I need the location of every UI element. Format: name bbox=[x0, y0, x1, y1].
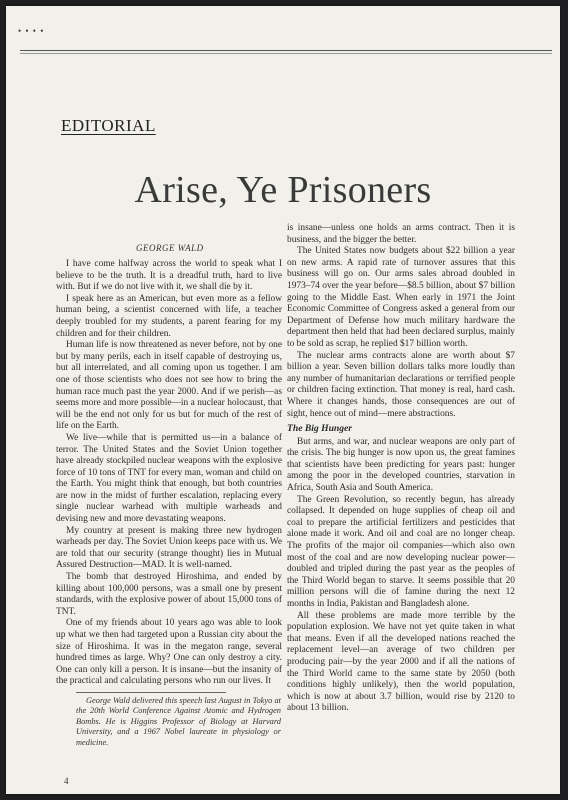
right-column bbox=[287, 223, 515, 715]
paragraph: I have come halfway across the world to speak what I believe to be the truth. It is a dreadful truth, hard to live with. But if we do not live with it, we shall die by it. bbox=[56, 259, 282, 293]
section-label: EDITORIAL bbox=[61, 116, 156, 135]
paragraph: My country at present is making three new hydrogen warheads per day. The Soviet Union keeps pace with us. We are told that our security (strange thought) lies in Mutual Assured Destruction—MAD. It is well-named. bbox=[56, 525, 282, 571]
footnote-rule bbox=[76, 692, 226, 693]
paragraph: All these problems are made more terrible by the population explosion. We have not yet quite taken in what that means. Even if all the developed nations reached the replacement level—an average of two children per producing pair—by the year 2000 and if all the nations of the Third World came to the same state by 2050 (both conditions highly unlikely), then the world population, which is now at about 3.7 billion, would rise by 2120 to about 13 billion. bbox=[287, 610, 515, 714]
page-number: 4 bbox=[64, 776, 69, 786]
subheading: The Big Hunger bbox=[287, 423, 353, 435]
paragraph: The nuclear arms contracts alone are worth about $7 billion a year. Seven billion dollars talks more loudly than any number of humanitarian declarations or terrified people or children facing extinction. That money is real, hard cash. Where it changes hands, those consequences are out of sight, hence out of mind—mere abstractions. bbox=[287, 350, 515, 419]
article-title: Arise, Ye Prisoners bbox=[134, 169, 432, 211]
paragraph: Human life is now threatened as never before, not by one but by many perils, each in itself capable of destroying us, but all interrelated, and all coming upon us together. I am one of those scientists who does not see how to bring the human race much past the year 2000. And if we perish—as seems more and more possible—in a nuclear holocaust, that will be the end not only for us but for much of the rest of life on the Earth. bbox=[56, 340, 282, 432]
paragraph: I speak here as an American, but even more as a fellow human being, a scientist concerned with life, a teacher deeply troubled for my students, a parent fearing for my children and for their children. bbox=[56, 293, 282, 339]
paragraph: The bomb that destroyed Hiroshima, and ended by killing about 100,000 persons, was a small one by present standards, with the explosive power of about 15,000 tons of TNT. bbox=[56, 572, 282, 617]
header-rule bbox=[20, 50, 552, 54]
paragraph: The United States now budgets about $22 billion a year on new arms. A rapid rate of turnover assures that this business will go on. Our arms sales abroad doubled in 1973–74 over the year before—$8.5 billion, about $7 billion going to the Middle East. When early in 1971 the Joint Economic Committee of Congress asked a general from our Department of Defense how much military hardware the department then held that had been declared surplus, mainly to be sold as scrap, he replied $17 billion worth. bbox=[287, 246, 515, 349]
author-footnote: George Wald delivered this speech last August in Tokyo at the 20th World Conference Against Atomic and Hydrogen Bombs. He is Higgins Professor of Biology at Harvard University, and a 1967 Nobel laureate in physiology or medicine. bbox=[76, 695, 281, 747]
paragraph: One of my friends about 10 years ago was able to look up what we then had targeted upon a Russian city about the size of Hiroshima. It was in the megaton range, several hundred times as large. Why? One can only destroy a city. One can only kill a person. It is insane—but the insanity of the practical and calculating persons who run our lives. It bbox=[56, 618, 282, 687]
paragraph: is insane—unless one holds an arms contract. Then it is business, and the bigger the better. bbox=[287, 223, 515, 245]
left-column bbox=[56, 259, 282, 748]
paragraph: But arms, and war, and nuclear weapons are only part of the crisis. The big hunger is now upon us, the great famines that scientists have been predicting for years past: hunger among the poor in the developed countries, starvation in Africa, South Asia and South America. bbox=[287, 436, 515, 494]
author-byline: GEORGE WALD bbox=[136, 243, 204, 253]
magazine-page bbox=[6, 6, 560, 794]
paragraph: We live—while that is permitted us—in a balance of terror. The United States and the Soviet Union together have already stockpiled nuclear weapons with the explosive force of 10 tons of TNT for every man, woman and child on the Earth. You might think that enough, but both countries are now in the midst of further escalation, replacing every single nuclear warhead with multiple warheads and devising new and more devastating weapons. bbox=[56, 432, 282, 525]
header-marks: • • • • bbox=[18, 26, 45, 36]
paragraph: The Green Revolution, so recently begun, has already collapsed. It depended on huge supplies of cheap oil and coal to prepare the artificial fertilizers and pesticides that alone made it work. And oil and coal are no longer cheap. The profits of the major oil companies—which also own most of the coal and are now developing nuclear power—doubled and tripled during the past year as the peoples of the Third World began to starve. It seems possible that 20 million persons will die of famine during the next 12 months in India, Pakistan and Bangladesh alone. bbox=[287, 494, 515, 609]
